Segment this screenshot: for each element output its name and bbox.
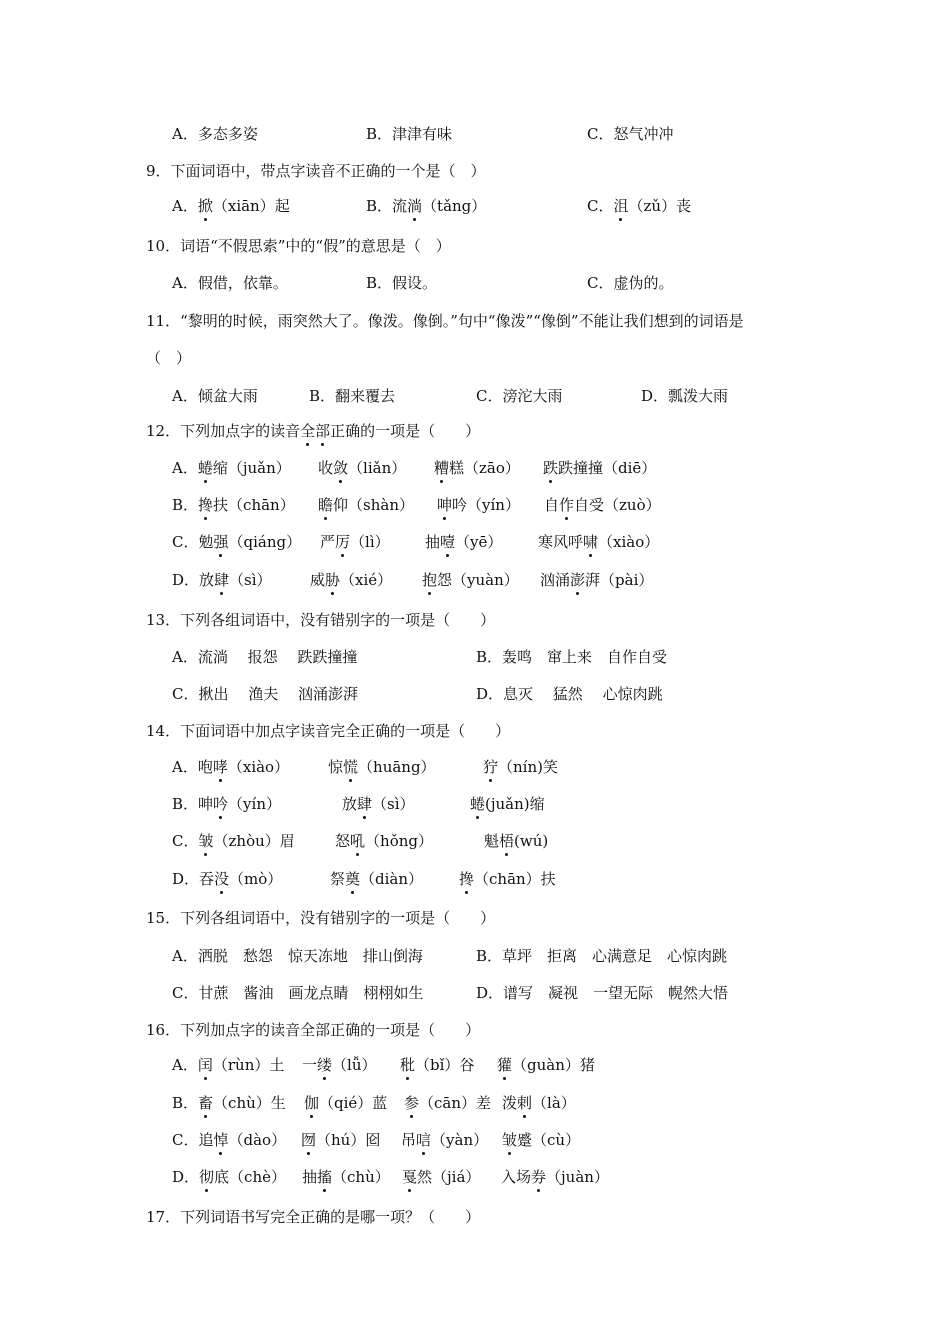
text: 湃（pài）: [585, 571, 654, 589]
text: （xiān）起: [212, 197, 290, 215]
text: （diàn）: [360, 870, 424, 888]
dotted-char: 吼: [350, 832, 366, 850]
text: (wú): [514, 832, 549, 850]
dotted-char: 悼: [213, 1131, 229, 1149]
dotted-char: 秕: [400, 1056, 416, 1074]
dotted-char: 搀: [459, 870, 475, 888]
dotted-char: 强: [213, 533, 229, 551]
dotted-char: 全: [300, 422, 316, 440]
q14-option-d-1: [172, 869, 282, 889]
dotted-char: 抱: [422, 571, 438, 589]
text: A．咆: [172, 758, 213, 776]
q10-option-c: C．虚伪的。: [587, 274, 674, 292]
q12-option-c-1: [172, 532, 301, 552]
q16-option-c-1: [172, 1130, 286, 1150]
text: （sì）: [229, 571, 272, 589]
dotted-char: 皱: [502, 1131, 518, 1149]
text: 威: [310, 571, 326, 589]
text: B．: [172, 1094, 199, 1112]
text: C．追: [172, 1131, 214, 1149]
text: （guàn）猪: [512, 1056, 595, 1074]
text: （liǎn）: [348, 459, 407, 477]
dotted-char: 伽: [304, 1094, 320, 1112]
q14-option-a-3: [483, 757, 558, 777]
text: D．: [172, 1168, 200, 1186]
q14-option-d-3: [459, 869, 556, 889]
text: （xiào）: [227, 758, 290, 776]
q14-option-d-2: [330, 869, 423, 889]
q16-option-b-3: [404, 1093, 491, 1113]
dotted-char: 券: [531, 1168, 547, 1186]
text: （yín）: [228, 795, 281, 813]
dotted-char: 慌: [343, 758, 359, 776]
dotted-char: 皱: [198, 832, 214, 850]
dotted-char: 蜷: [470, 795, 486, 813]
dotted-char: 糟: [434, 459, 450, 477]
q14-stem: 14．下面词语中加点字读音完全正确的一项是（ ）: [146, 722, 511, 740]
q12-option-d-1: [172, 570, 272, 590]
text: （chù）: [332, 1168, 390, 1186]
dotted-char: 啸: [583, 533, 599, 551]
text: 12．下列加点字的读音: [146, 422, 301, 440]
text: 惊: [328, 758, 344, 776]
dotted-char: 哮: [212, 758, 228, 776]
text: （zǔ）丧: [628, 197, 692, 215]
text: D．放: [172, 571, 215, 589]
text: （dào）: [228, 1131, 287, 1149]
text: （hú）囵: [316, 1131, 381, 1149]
q15-option-a: A．洒脱 愁怨 惊天冻地 排山倒海: [172, 947, 423, 965]
q13-stem: 13．下列各组词语中，没有错别字的一项是（ ）: [146, 611, 496, 629]
text: 怨（yuàn）: [437, 571, 519, 589]
q13-option-c: C．揪出 渔夫 汹涌澎湃: [172, 685, 359, 703]
dotted-char: 囫: [301, 1131, 317, 1149]
dotted-char: 沮: [613, 197, 629, 215]
text: 仰（shàn）: [333, 496, 414, 514]
text: A．: [172, 197, 198, 215]
q9-option-c: [587, 196, 691, 216]
text: 扶（chān）: [213, 496, 295, 514]
text: （yē）: [455, 533, 503, 551]
text: 收: [318, 459, 334, 477]
q15-stem: 15．下列各组词语中，没有错别字的一项是（ ）: [146, 909, 496, 927]
text: 怒: [335, 832, 351, 850]
dotted-char: 吟: [213, 795, 229, 813]
text: （rùn）土: [212, 1056, 285, 1074]
dotted-char: 戛: [402, 1168, 418, 1186]
q16-option-c-3: [401, 1130, 488, 1150]
text: 入场: [501, 1168, 532, 1186]
q8-option-c: C．怒气冲冲: [587, 125, 674, 143]
text: 严: [320, 533, 336, 551]
text: 底（chè）: [214, 1168, 286, 1186]
q16-option-b-4: [502, 1093, 576, 1113]
text: 魁: [484, 832, 500, 850]
text: 自受（zuò）: [574, 496, 661, 514]
q16-option-d-4: [501, 1167, 609, 1187]
q14-option-b-2: [342, 794, 415, 814]
text: （lǚ）: [332, 1056, 377, 1074]
q16-option-d-2: [302, 1167, 390, 1187]
q12-option-b-3: [437, 495, 520, 515]
dotted-char: 唁: [416, 1131, 432, 1149]
text: C．: [587, 197, 614, 215]
q16-option-a-2: [302, 1055, 377, 1075]
text: （chān）扶: [474, 870, 556, 888]
dotted-char: 肆: [214, 571, 230, 589]
q12-option-c-2: [320, 532, 390, 552]
q12-option-d-2: [310, 570, 392, 590]
q12-option-c-3: [425, 532, 502, 552]
text: B．呻: [172, 795, 214, 813]
q9-option-b: [366, 196, 486, 216]
text: 吊: [401, 1131, 417, 1149]
text: 泼: [502, 1094, 518, 1112]
text: （hǒng）: [365, 832, 433, 850]
text: A．: [172, 1056, 198, 1074]
text: 然（jiá）: [417, 1168, 481, 1186]
text: C．: [172, 832, 199, 850]
text: （xié）: [340, 571, 393, 589]
q15-option-d: D．谱写 凝视 一望无际 幌然大悟: [476, 984, 729, 1002]
text: （zhòu）眉: [213, 832, 295, 850]
q14-option-c-1: [172, 831, 295, 851]
dotted-char: 淌: [407, 197, 423, 215]
text: （juàn）: [546, 1168, 609, 1186]
q16-option-c-2: [301, 1130, 380, 1150]
dotted-char: 肆: [357, 795, 373, 813]
text: A．: [172, 459, 198, 477]
dotted-char: 奠: [345, 870, 361, 888]
q16-option-b-2: [304, 1093, 387, 1113]
dotted-char: 缕: [317, 1056, 333, 1074]
q12-stem: [146, 421, 480, 441]
dotted-char: 作: [559, 496, 575, 514]
text: 抽: [302, 1168, 318, 1186]
q13-option-a: A．流淌 报怨 跌跌撞撞: [172, 648, 358, 666]
text: 糕（zāo）: [449, 459, 520, 477]
q12-option-b-1: [172, 495, 295, 515]
text: 蹙（cù）: [517, 1131, 581, 1149]
text: （chù）生: [213, 1094, 286, 1112]
q10-option-b: B．假设。: [366, 274, 438, 292]
dotted-char: 呻: [437, 496, 453, 514]
text: （xiào）: [598, 533, 660, 551]
text: 祭: [330, 870, 346, 888]
text: （lì）: [350, 533, 390, 551]
q13-option-d: D．息灭 猛然 心惊肉跳: [476, 685, 663, 703]
q12-option-a-2: [318, 458, 406, 478]
dotted-char: 狞: [483, 758, 499, 776]
dotted-char: 搐: [317, 1168, 333, 1186]
dotted-char: 跌: [543, 459, 559, 477]
q14-option-b-1: [172, 794, 281, 814]
text: 自: [544, 496, 560, 514]
text: （sì）: [372, 795, 415, 813]
q10-stem: 10．词语“不假思索”中的“假”的意思是（ ）: [146, 237, 451, 255]
text: （yàn）: [431, 1131, 489, 1149]
q12-option-a-1: [172, 458, 291, 478]
q14-option-a-2: [328, 757, 436, 777]
text: 吟（yín）: [452, 496, 520, 514]
q12-option-b-4: [544, 495, 661, 515]
dotted-char: 闰: [197, 1056, 213, 1074]
q9-option-a: [172, 196, 290, 216]
q8-option-b: B．津津有味: [366, 125, 453, 143]
text: 寒风呼: [538, 533, 584, 551]
text: 一: [302, 1056, 318, 1074]
q16-option-d-1: [172, 1167, 286, 1187]
q17-stem: 17．下列词语书写完全正确的是哪一项？（ ）: [146, 1208, 481, 1226]
dotted-char: 瞻: [318, 496, 334, 514]
dotted-char: 搀: [198, 496, 214, 514]
q11-stem-line1: 11．“黎明的时候，雨突然大了。像泼。像倒。”句中“像泼”“像倒”不能让我们想到的词语是: [146, 312, 744, 330]
text: （cān）差: [419, 1094, 492, 1112]
text: （mò）: [229, 870, 283, 888]
dotted-char: 獾: [497, 1056, 513, 1074]
text: （là）: [532, 1094, 576, 1112]
q13-option-b: B．轰鸣 窜上来 自作自受: [476, 648, 668, 666]
text: 缩（juǎn）: [212, 459, 291, 477]
q16-option-b-1: [172, 1093, 286, 1113]
q16-option-c-4: [502, 1130, 580, 1150]
dotted-char: 噎: [440, 533, 456, 551]
dotted-char: 胁: [325, 571, 341, 589]
text: （bǐ）谷: [415, 1056, 475, 1074]
text: 放: [342, 795, 358, 813]
text: （qiáng）: [228, 533, 302, 551]
q14-option-a-1: [172, 757, 289, 777]
q11-option-c: C．滂沱大雨: [476, 387, 563, 405]
q12-option-d-4: [540, 570, 653, 590]
q15-option-c: C．甘蔗 酱油 画龙点睛 栩栩如生: [172, 984, 424, 1002]
dotted-char: 部: [315, 422, 331, 440]
text: 抽: [425, 533, 441, 551]
q16-option-a-3: [400, 1055, 474, 1075]
q16-option-d-3: [402, 1167, 480, 1187]
text: (juǎn)缩: [485, 795, 545, 813]
text: （nín)笑: [498, 758, 558, 776]
text: D．吞: [172, 870, 215, 888]
q11-option-a: A．倾盆大雨: [172, 387, 258, 405]
dotted-char: 梧: [499, 832, 515, 850]
dotted-char: 畜: [198, 1094, 214, 1112]
dotted-char: 掀: [197, 197, 213, 215]
q15-option-b: B．草坪 拒离 心满意足 心惊肉跳: [476, 947, 728, 965]
q12-option-b-2: [318, 495, 414, 515]
q12-option-a-4: [543, 458, 656, 478]
q12-option-d-3: [422, 570, 519, 590]
dotted-char: 参: [404, 1094, 420, 1112]
text: （qié）蓝: [319, 1094, 388, 1112]
q16-option-a-4: [497, 1055, 595, 1075]
text: （huāng）: [358, 758, 436, 776]
dotted-char: 敛: [333, 459, 349, 477]
q10-option-a: A．假借，依靠。: [172, 274, 288, 292]
q14-option-c-2: [335, 831, 433, 851]
dotted-char: 澎: [570, 571, 586, 589]
dotted-char: 剌: [517, 1094, 533, 1112]
text: B．: [172, 496, 199, 514]
q12-option-c-4: [538, 532, 659, 552]
text: 跌撞撞（diē）: [558, 459, 657, 477]
dotted-char: 彻: [199, 1168, 215, 1186]
q11-option-d: D．瓢泼大雨: [641, 387, 729, 405]
q16-option-a-1: [172, 1055, 284, 1075]
q14-option-b-3: [470, 794, 545, 814]
q14-option-c-3: [484, 831, 548, 851]
text: B．流: [366, 197, 408, 215]
q11-option-b: B．翻来覆去: [309, 387, 396, 405]
q11-stem-line2: （ ）: [146, 349, 192, 367]
text: 正确的一项是（ ）: [330, 422, 481, 440]
q16-stem: 16．下列加点字的读音全部正确的一项是（ ）: [146, 1021, 481, 1039]
dotted-char: 厉: [335, 533, 351, 551]
q12-option-a-3: [434, 458, 520, 478]
q8-option-a: A．多态多姿: [172, 125, 258, 143]
q9-stem: 9．下面词语中，带点字读音不正确的一个是（ ）: [146, 162, 486, 180]
text: （tǎng）: [422, 197, 487, 215]
dotted-char: 没: [214, 870, 230, 888]
text: C．勉: [172, 533, 214, 551]
dotted-char: 蜷: [197, 459, 213, 477]
text: 汹涌: [540, 571, 571, 589]
